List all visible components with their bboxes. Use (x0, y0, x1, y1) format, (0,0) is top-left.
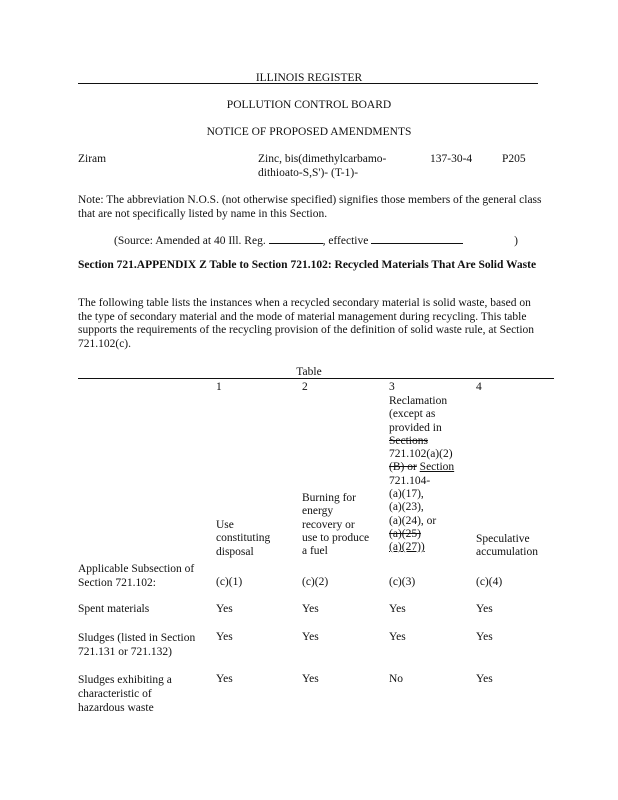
table-cell: Yes (476, 673, 493, 685)
table-cell: No (389, 673, 404, 685)
table-cell: Yes (302, 603, 319, 615)
register-title: ILLINOIS REGISTER (255, 72, 363, 84)
source-line (114, 233, 518, 249)
col2-header-line: a fuel (302, 545, 328, 558)
col3-header-underlined: Section (419, 461, 455, 474)
ziram-name: Ziram (78, 153, 107, 165)
col3-header-line: (a)(23), (389, 501, 424, 514)
col2-header (302, 492, 369, 558)
intro-paragraph: The following table lists the instances when a recycled secondary material is solid waste, based on the type of secondary material and the mode of material management during recycling. This table supports the requirements of the recycling provision of the definition of solid waste rule, at Section 721.102(c). (78, 297, 535, 350)
ziram-chemical-line1: Zinc, bis(dimethylcarbamo- (258, 153, 387, 165)
ziram-cas: 137-30-4 (430, 153, 473, 165)
table-cell: Yes (389, 631, 406, 643)
table-row-label-line: Sludges (listed in Section (78, 632, 196, 644)
applicable-label (78, 562, 194, 590)
applicable-label-line: Section 721.102: (78, 577, 156, 589)
col2-header-line: use to produce (302, 531, 370, 544)
col3-header-line: (a)(17), (389, 488, 424, 501)
source-blank-1 (269, 233, 323, 244)
col4-header-line: accumulation (476, 546, 538, 559)
table-caption: Table (296, 366, 322, 378)
applicable-label-line: Applicable Subsection of (78, 563, 195, 575)
col1-header-line: disposal (216, 545, 254, 558)
col1-header (216, 519, 270, 559)
table-row-label-line: hazardous waste (78, 702, 154, 714)
col4-header-line: Speculative (476, 533, 530, 545)
table-top-rule (78, 378, 554, 379)
table-row-label (78, 631, 195, 659)
table-cell: Yes (302, 673, 319, 685)
table-row-label-line: 721.131 or 721.132) (78, 646, 172, 658)
col2-header-line: recovery or (302, 518, 355, 531)
col3-header-line (389, 461, 454, 474)
applicable-value-1: (c)(1) (216, 576, 243, 588)
source-prefix: (Source: Amended at 40 Ill. Reg. (114, 235, 266, 247)
col1-header-line: constituting (216, 532, 271, 545)
col3-header-line: 721.102(a)(2) (389, 448, 453, 461)
col3-header-line: (except as (389, 408, 436, 421)
source-suffix: ) (514, 235, 518, 247)
table-row-label: Spent materials (78, 603, 150, 615)
applicable-value-2: (c)(2) (302, 576, 329, 588)
notice-title: NOTICE OF PROPOSED AMENDMENTS (206, 126, 412, 138)
col3-header (389, 395, 454, 555)
table-cell: Yes (216, 631, 233, 643)
note-paragraph: Note: The abbreviation N.O.S. (not otherwise specified) signifies those members of the general class that are not specifically listed by name in this Section. (78, 194, 542, 220)
col4-header (476, 533, 538, 560)
table-row-label (78, 673, 172, 715)
col2-header-line: Burning for (302, 492, 356, 504)
col3-header-line: Reclamation (389, 395, 448, 407)
table-row-label-line: characteristic of (78, 688, 152, 700)
col-number-2: 2 (302, 381, 308, 393)
table-row-label-line: Sludges exhibiting a (78, 674, 172, 686)
col-number-4: 4 (476, 381, 482, 393)
col3-header-underlined: (a)(27)) (389, 541, 425, 554)
applicable-value-4: (c)(4) (476, 576, 503, 588)
table-cell: Yes (476, 631, 493, 643)
col3-header-struck: Sections (389, 434, 428, 447)
table-cell: Yes (216, 603, 233, 615)
col-number-3: 3 (389, 381, 395, 393)
table-cell: Yes (389, 603, 406, 615)
table-cell: Yes (476, 603, 493, 615)
col2-header-line: energy (302, 505, 334, 518)
col3-header-struck: (a)(25) (389, 527, 421, 540)
ziram-chemical-line2: dithioato-S,S')- (T-1)- (258, 167, 359, 179)
applicable-value-3: (c)(3) (389, 576, 416, 588)
table-cell: Yes (302, 631, 319, 643)
source-blank-2 (371, 233, 463, 244)
col1-header-line: Use (216, 519, 234, 531)
col3-header-line: 721.104- (389, 474, 431, 487)
col3-header-line: (a)(24), or (389, 514, 437, 527)
section-title: Section 721.APPENDIX Z Table to Section 721.102: Recycled Materials That Are Solid Waste (78, 259, 537, 271)
col3-header-struck: (B) or (389, 461, 417, 474)
board-title: POLLUTION CONTROL BOARD (226, 99, 392, 111)
ziram-code: P205 (502, 153, 526, 165)
source-mid: , effective (322, 235, 369, 247)
col-number-1: 1 (216, 381, 222, 393)
col3-header-line: provided in (389, 421, 442, 434)
table-cell: Yes (216, 673, 233, 685)
